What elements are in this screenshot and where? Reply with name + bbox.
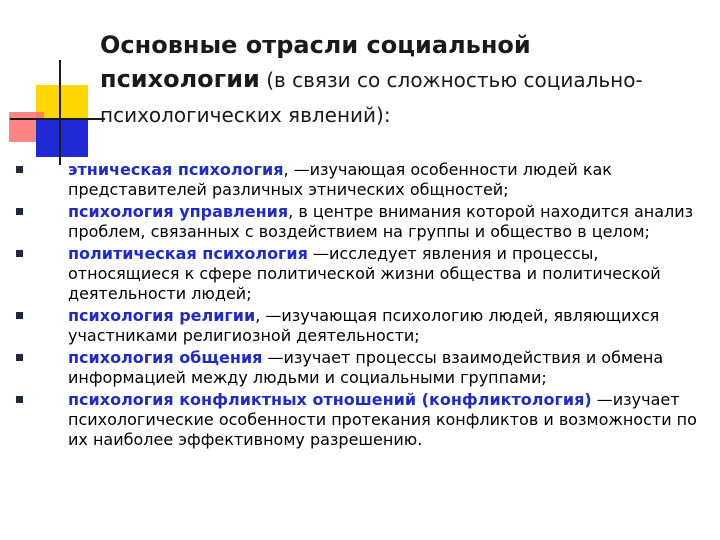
item-term: политическая психология — [68, 244, 308, 263]
item-term: психология конфликтных отношений (конфликтология) — [68, 390, 592, 409]
slide-title — [100, 28, 710, 132]
bullet-icon — [16, 354, 23, 361]
list-item — [16, 348, 710, 388]
item-text: , в центре внимания которой находится анализ проблем, связанных с воздействием на группы и общество в целом; — [68, 202, 694, 241]
title-line-2: психологии — [100, 65, 260, 93]
title-rest-1: (в связи со сложностью социально- — [259, 68, 643, 92]
item-term: этническая психология — [68, 160, 284, 179]
bullet-icon — [16, 208, 23, 215]
title-rest-2: психологических явлений): — [100, 103, 391, 127]
list-item — [16, 306, 710, 346]
item-text: , —изучающая психологию людей, являющихся участниками религиозной деятельности; — [68, 306, 660, 345]
list-item — [16, 244, 710, 304]
item-text: —изучает психологические особенности протекания конфликтов и возможности по их наиболее эффективному разрешению. — [68, 390, 697, 449]
vertical-line — [59, 60, 61, 165]
item-text: , —изучающая особенности людей как представителей различных этнических общностей; — [68, 160, 612, 199]
item-term: психология религии — [68, 306, 256, 325]
title-line-1: Основные отрасли социальной — [100, 31, 531, 59]
horizontal-line — [10, 118, 105, 120]
item-term: психология общения — [68, 348, 263, 367]
bullet-icon — [16, 396, 23, 403]
bullet-icon — [16, 250, 23, 257]
bullet-icon — [16, 166, 23, 173]
item-text: —исследует явления и процессы, относящиеся к сфере политической жизни общества и политической деятельности людей; — [68, 244, 661, 303]
item-term: психология управления — [68, 202, 289, 221]
bullet-icon — [16, 312, 23, 319]
list-item — [16, 160, 710, 200]
list-item — [16, 390, 710, 450]
decorative-logo — [0, 0, 110, 170]
list-item — [16, 202, 710, 242]
blue-square — [36, 120, 88, 157]
branches-list — [16, 160, 710, 452]
item-text: —изучает процессы взаимодействия и обмена информацией между людьми и социальными группами; — [68, 348, 664, 387]
